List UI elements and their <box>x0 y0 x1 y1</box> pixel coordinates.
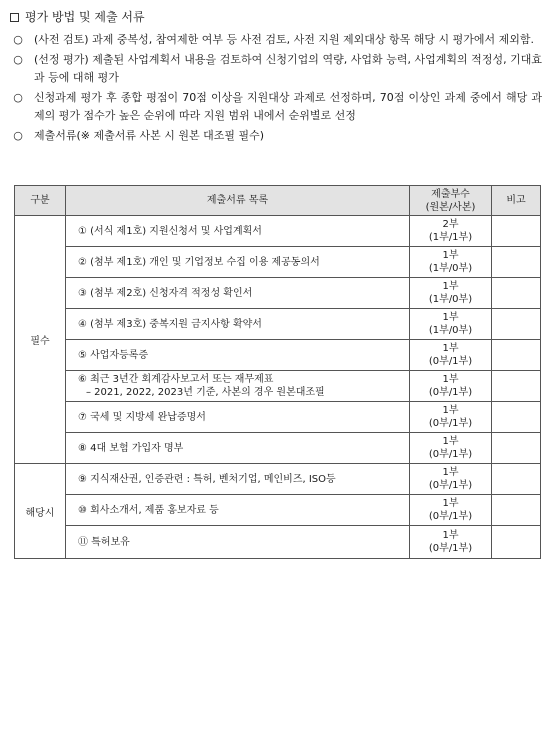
bullet-selection-review <box>12 51 542 87</box>
doc-item: ⑤ 사업자등록증 <box>66 340 410 371</box>
header-count-line1: 제출부수 <box>431 188 470 200</box>
bullet-text: 제출서류(※ 제출서류 사본 시 원본 대조필 필수) <box>34 129 265 142</box>
doc-count: 1부 (0부/1부) <box>410 495 492 526</box>
bullet-selection-criteria <box>12 89 542 125</box>
doc-note <box>492 371 541 402</box>
table-row <box>15 340 541 371</box>
header-note: 비고 <box>492 186 541 216</box>
doc-item <box>66 371 410 402</box>
doc-count: 1부 (0부/1부) <box>410 433 492 464</box>
doc-item-title: ⑥ 최근 3년간 회계감사보고서 또는 재무제표 <box>78 374 274 385</box>
doc-note <box>492 278 541 309</box>
table-row <box>15 464 541 495</box>
bullet-text: (사전 검토) 과제 중복성, 참여제한 여부 등 사전 검토, 사전 지원 제외대상 항목 해당 시 평가에서 제외함. <box>34 33 535 46</box>
table-row <box>15 526 541 559</box>
table-header-row <box>15 186 541 216</box>
doc-item: ② (첨부 제1호) 개인 및 기업정보 수집 이용 제공동의서 <box>66 247 410 278</box>
table-row <box>15 495 541 526</box>
doc-note <box>492 402 541 433</box>
header-count <box>410 186 492 216</box>
circle-bullet-icon: ○ <box>13 33 23 46</box>
doc-item: ⑦ 국세 및 지방세 완납증명서 <box>66 402 410 433</box>
doc-note <box>492 495 541 526</box>
doc-item-subline: – 2021, 2022, 2023년 기준, 사본의 경우 원본대조필 <box>86 387 325 398</box>
doc-item: ⑪ 특허보유 <box>66 526 410 559</box>
table-row <box>15 278 541 309</box>
doc-note <box>492 340 541 371</box>
section-heading <box>10 9 145 25</box>
doc-note <box>492 247 541 278</box>
bullet-submission-docs <box>12 127 542 145</box>
doc-item: ⑧ 4대 보험 가입자 명부 <box>66 433 410 464</box>
doc-note <box>492 464 541 495</box>
doc-count: 1부 (0부/1부) <box>410 402 492 433</box>
header-count-line2: (원본/사본) <box>425 201 476 213</box>
table-row <box>15 216 541 247</box>
doc-count: 1부 (0부/1부) <box>410 340 492 371</box>
checkbox-icon <box>10 13 19 22</box>
doc-count: 1부 (0부/1부) <box>410 371 492 402</box>
doc-item: ③ (첨부 제2호) 신청자격 적정성 확인서 <box>66 278 410 309</box>
doc-count: 1부 (0부/1부) <box>410 526 492 559</box>
bullet-text: 신청과제 평가 후 종합 평점이 70점 이상을 지원대상 과제로 선정하며, 70점 이상인 과제 중에서 해당 과제의 평가 점수가 높은 순위에 따라 지원 범위 내에서 순위별로 선정 <box>34 91 542 122</box>
circle-bullet-icon: ○ <box>13 129 23 142</box>
doc-count: 1부 (1부/0부) <box>410 278 492 309</box>
bullet-text: (선정 평가) 제출된 사업계획서 내용을 검토하여 신청기업의 역량, 사업화 능력, 사업계획의 적정성, 기대효과 등에 대해 평가 <box>34 53 542 84</box>
circle-bullet-icon: ○ <box>13 91 23 104</box>
submission-docs-table <box>14 185 541 559</box>
section-title: 평가 방법 및 제출 서류 <box>25 10 145 24</box>
doc-count: 1부 (0부/1부) <box>410 464 492 495</box>
category-if-applicable: 해당시 <box>15 464 66 559</box>
bullet-pre-review <box>12 31 542 49</box>
table-row <box>15 247 541 278</box>
circle-bullet-icon: ○ <box>13 53 23 66</box>
header-doc-list: 제출서류 목록 <box>66 186 410 216</box>
table-row <box>15 371 541 402</box>
doc-item: ⑩ 회사소개서, 제품 홍보자료 등 <box>66 495 410 526</box>
doc-item: ④ (첨부 제3호) 중복지원 금지사항 확약서 <box>66 309 410 340</box>
table-row <box>15 309 541 340</box>
doc-note <box>492 216 541 247</box>
doc-count: 1부 (1부/0부) <box>410 309 492 340</box>
header-category: 구분 <box>15 186 66 216</box>
doc-count: 2부 (1부/1부) <box>410 216 492 247</box>
doc-item: ⑨ 지식재산권, 인증관련 : 특허, 벤처기업, 메인비즈, ISO등 <box>66 464 410 495</box>
table-row <box>15 402 541 433</box>
doc-note <box>492 526 541 559</box>
doc-note <box>492 433 541 464</box>
category-required: 필수 <box>15 216 66 464</box>
doc-item: ① (서식 제1호) 지원신청서 및 사업계획서 <box>66 216 410 247</box>
doc-count: 1부 (1부/0부) <box>410 247 492 278</box>
bullet-list <box>12 31 542 147</box>
doc-note <box>492 309 541 340</box>
table-row <box>15 433 541 464</box>
